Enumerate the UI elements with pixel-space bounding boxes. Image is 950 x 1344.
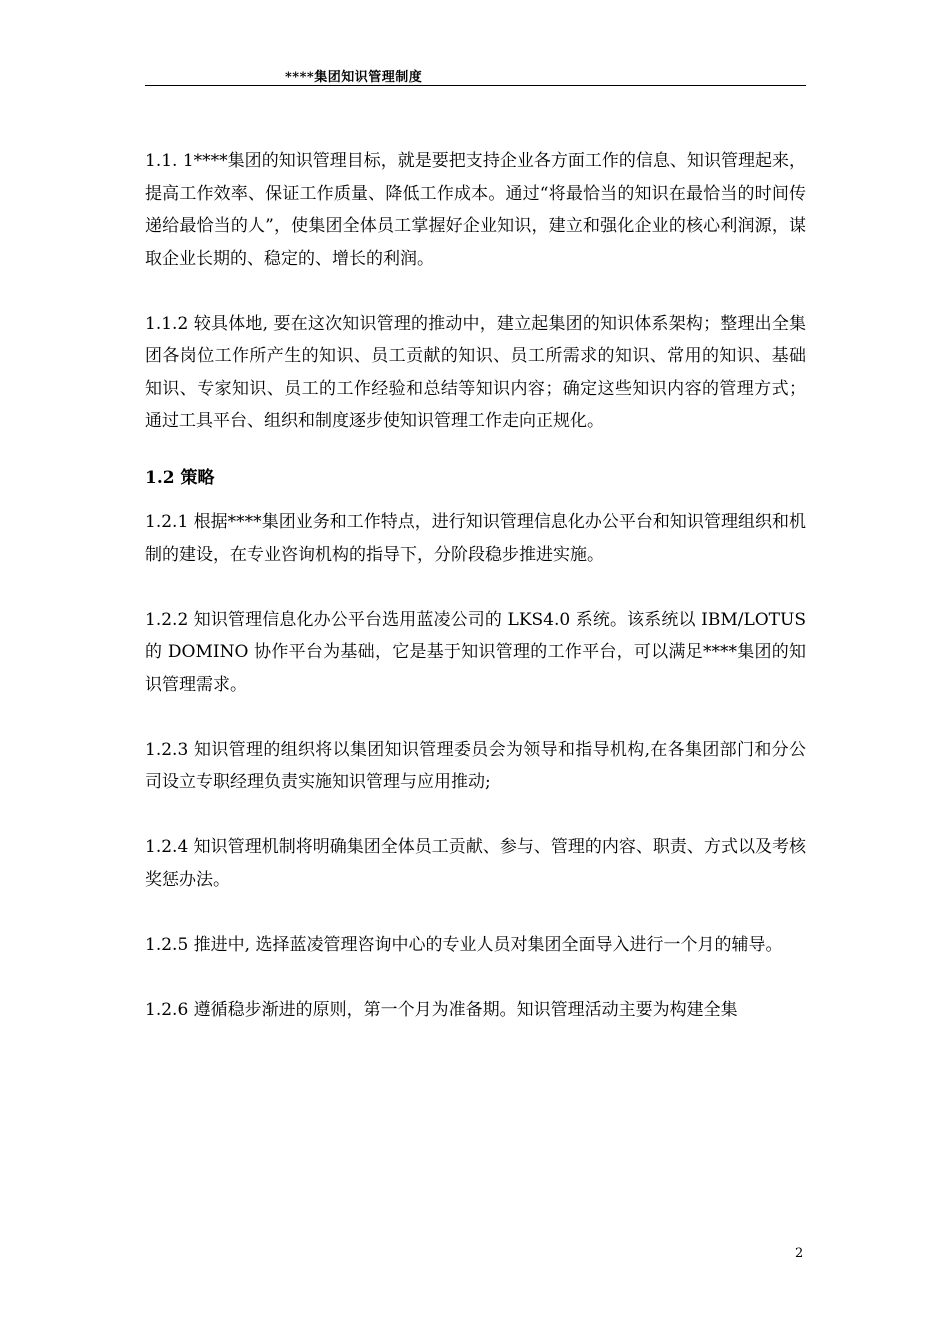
paragraph-1-2-3: 1.2.3 知识管理的组织将以集团知识管理委员会为领导和指导机构,在各集团部门和分公司设立专职经理负责实施知识管理与应用推动; [145, 739, 806, 792]
document-body [145, 145, 806, 1059]
paragraph-1-2-6: 1.2.6 遵循稳步渐进的原则，第一个月为准备期。知识管理活动主要为构建全集 [145, 999, 738, 1020]
paragraph-1-2-2: 1.2.2 知识管理信息化办公平台选用蓝凌公司的 LKS4.0 系统。该系统以 IBM/LOTUS 的 DOMINO 协作平台为基础，它是基于知识管理的工作平台，可以满足****集团的知识管理需求。 [145, 609, 806, 695]
page-number: 2 [795, 1246, 804, 1261]
header-divider [145, 85, 806, 86]
paragraph-1-2-1: 1.2.1 根据****集团业务和工作特点，进行知识管理信息化办公平台和知识管理组织和机制的建设，在专业咨询机构的指导下，分阶段稳步推进实施。 [145, 512, 806, 565]
section-heading-1-2: 1.2 策略 [145, 467, 215, 488]
header-title: ****集团知识管理制度 [285, 70, 423, 85]
paragraph-1-1-2: 1.1.2 较具体地, 要在这次知识管理的推动中，建立起集团的知识体系架构；整理出全集团各岗位工作所产生的知识、员工贡献的知识、员工所需求的知识、常用的知识、基础知识、专家知识、员工的工作经验和总结等知识内容；确定这些知识内容的管理方式；通过工具平台、组织和制度逐步使知识管理工作走向正规化。 [145, 313, 806, 431]
paragraph-1-1-1: 1.1. 1****集团的知识管理目标，就是要把支持企业各方面工作的信息、知识管理起来，提高工作效率、保证工作质量、降低工作成本。通过“将最恰当的知识在最恰当的时间传递给最恰当的人”，使集团全体员工掌握好企业知识，建立和强化企业的核心利润源，谋取企业长期的、稳定的、增长的利润。 [145, 151, 806, 269]
paragraph-1-2-4: 1.2.4 知识管理机制将明确集团全体员工贡献、参与、管理的内容、职责、方式以及考核奖惩办法。 [145, 837, 806, 890]
paragraph-1-2-5: 1.2.5 推进中, 选择蓝凌管理咨询中心的专业人员对集团全面导入进行一个月的辅导。 [145, 934, 783, 955]
